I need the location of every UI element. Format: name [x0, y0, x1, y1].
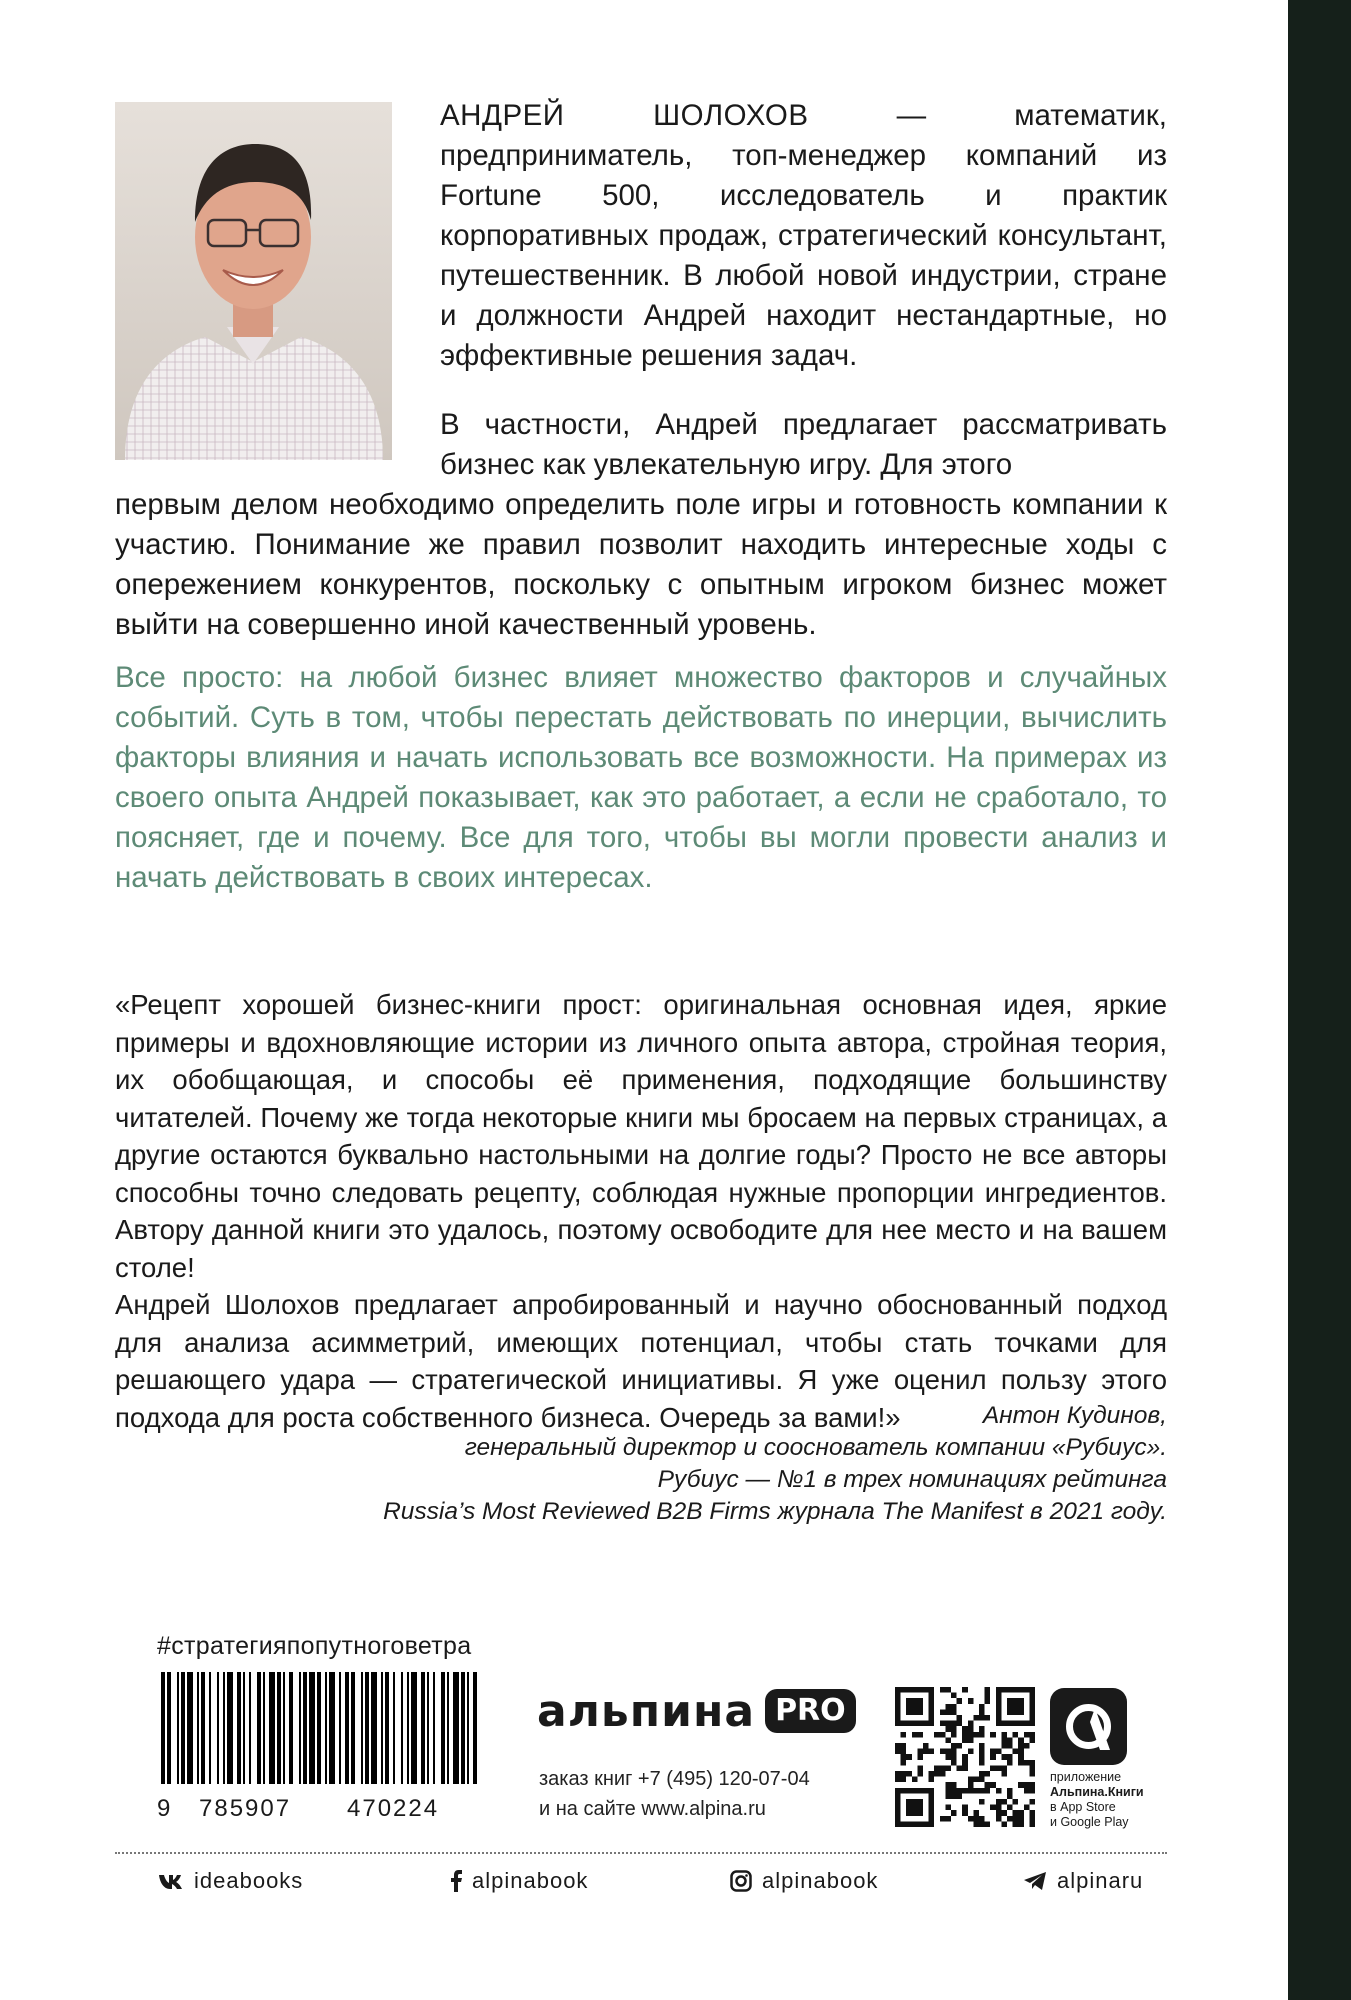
publisher-pro-badge: PRO: [765, 1689, 856, 1733]
app-line-3: в App Store: [1050, 1800, 1116, 1814]
telegram-handle: alpinaru: [1057, 1868, 1144, 1893]
qr-code: [895, 1687, 1035, 1827]
app-store-info: [1050, 1770, 1144, 1830]
facebook-icon: [450, 1870, 462, 1892]
publisher-name: альпина: [537, 1685, 756, 1737]
instagram-handle: alpinabook: [762, 1868, 879, 1893]
social-telegram[interactable]: [1023, 1866, 1143, 1896]
isbn-group-2: 470224: [347, 1795, 440, 1822]
author-name: АНДРЕЙ ШОЛОХОВ: [440, 99, 809, 132]
publisher-logo: [537, 1686, 856, 1736]
attribution-title: генеральный директор и сооснователь компании «Рубиус».: [464, 1434, 1167, 1461]
isbn-prefix: 9: [157, 1795, 173, 1822]
vk-icon: [158, 1873, 184, 1889]
endorsement-quote: [115, 986, 1167, 1436]
order-phone: заказ книг +7 (495) 120-07-04: [539, 1768, 810, 1790]
social-facebook[interactable]: [450, 1866, 588, 1896]
footer-divider: [115, 1852, 1167, 1854]
instagram-icon: [730, 1870, 752, 1892]
hashtag: #стратегияпопутноговетра: [157, 1632, 472, 1660]
attribution-name: Антон Кудинов,: [982, 1402, 1167, 1429]
attribution-note-1: Рубиус — №1 в трех номинациях рейтинга: [657, 1466, 1167, 1493]
order-info: [539, 1764, 810, 1824]
social-instagram[interactable]: [730, 1866, 878, 1896]
book-summary: Все просто: на любой бизнес влияет множество факторов и случайных событий. Суть в том, чтобы перестать действовать по инерции, вычислить факторы влияния и начать использовать все возможности. На примерах из своего опыта Андрей показывает, как это работает, а если не сработало, то поясняет, где и почему. Все для того, чтобы вы могли провести анализ и начать действовать в своих интересах.: [115, 661, 1167, 894]
isbn-group-1: 785907: [199, 1795, 292, 1822]
facebook-handle: alpinabook: [472, 1868, 589, 1893]
social-vk[interactable]: [158, 1866, 303, 1896]
author-bio-text: — математик, предприниматель, топ-менеджер компаний из Fortune 500, исследователь и практик корпоративных продаж, стратегический консультант, путешественник. В любой новой индустрии, стране и должности Андрей находит нестандартные, но эффективные решения задач.: [440, 99, 1167, 372]
quote-paragraph-1: «Рецепт хорошей бизнес-книги прост: оригинальная основная идея, яркие примеры и вдохновляющие истории из личного опыта автора, стройная теория, их обобщающая, и способы её применения, подходящие большинству читателей. Почему же тогда некоторые книги мы бросаем на первых страницах, а другие остаются буквально настольными на долгие годы? Просто не все авторы способны точно следовать рецепту, соблюдая нужные пропорции ингредиентов. Автору данной книги это удалось, поэтому освободите для нее место и на вашем столе!: [115, 989, 1167, 1283]
app-line-4: и Google Play: [1050, 1815, 1129, 1829]
author-approach-paragraph-start: В частности, Андрей предлагает рассматривать бизнес как увлекательную игру. Для этого: [440, 408, 1167, 481]
telegram-icon: [1023, 1871, 1047, 1891]
vk-handle: ideabooks: [194, 1868, 304, 1893]
alpina-app-icon[interactable]: [1050, 1688, 1127, 1765]
author-photo: [115, 102, 392, 460]
app-name: Альпина.Книги: [1050, 1785, 1144, 1799]
isbn-barcode: [157, 1672, 482, 1792]
author-approach-paragraph-end: первым делом необходимо определить поле игры и готовность компании к участию. Понимание же правил позволит находить интересные ходы с опережением конкурентов, поскольку с опытным игроком бизнес может выйти на совершенно иной качественный уровень.: [115, 488, 1167, 641]
author-bio-paragraph: [440, 96, 1167, 376]
quote-attribution: [115, 1400, 1167, 1528]
book-spine-edge: [1288, 0, 1351, 2000]
app-line-1: приложение: [1050, 1770, 1122, 1784]
order-website: и на сайте www.alpina.ru: [539, 1798, 766, 1820]
quote-paragraph-2: Андрей Шолохов предлагает апробированный и научно обоснованный подход для анализа асимметрий, имеющих потенциал, чтобы стать точками для решающего удара — стратегической инициативы. Я уже оценил пользу этого подхода для роста собственного бизнеса. Очередь за вами!»: [115, 1289, 1167, 1433]
attribution-note-2: Russia’s Most Reviewed B2B Firms журнала The Manifest в 2021 году.: [383, 1498, 1167, 1525]
